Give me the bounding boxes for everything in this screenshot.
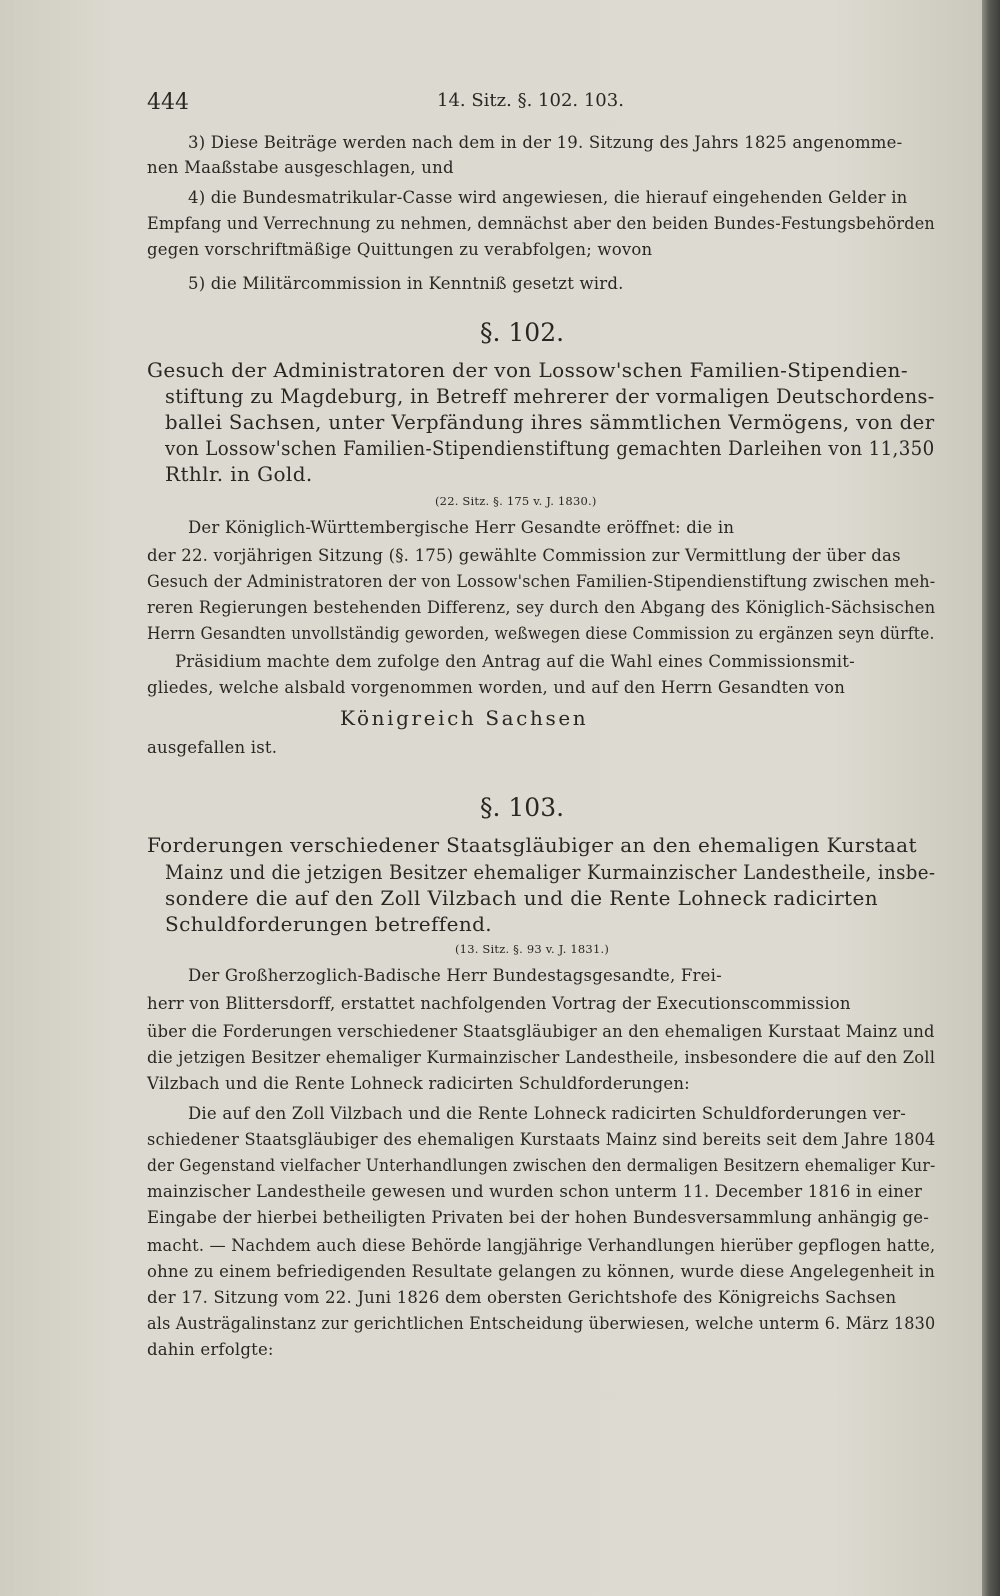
section-heading-line: ballei Sachsen, unter Verpfändung ihres sämmtlichen Vermögens, von der [165,410,935,434]
text-line: Die auf den Zoll Vilzbach und die Rente Lohneck radicirten Schuldforderungen ver- [188,1104,907,1123]
text-line: der Gegenstand vielfacher Unterhandlungen zwischen den dermaligen Besitzern ehemaliger Kur- [147,1156,936,1175]
text-line: nen Maaßstabe ausgeschlagen, und [147,158,454,177]
section-heading-line: sondere die auf den Zoll Vilzbach und die Rente Lohneck radicirten [165,886,879,910]
text-line: ohne zu einem befriedigenden Resultate gelangen zu können, wurde diese Angelegenheit in [147,1262,936,1281]
section-heading-line: Schuldforderungen betreffend. [165,912,493,936]
text-line: schiedener Staatsgläubiger des ehemaligen Kurstaats Mainz sind bereits seit dem Jahre 1804 [147,1130,936,1149]
section-heading-line: Mainz und die jetzigen Besitzer ehemaliger Kurmainzischer Landestheile, insbe- [165,860,936,884]
text-line: der 22. vorjährigen Sitzung (§. 175) gewählte Commission zur Vermittlung der über das [147,546,901,565]
section-reference: (13. Sitz. §. 93 v. J. 1831.) [455,942,610,956]
text-line: mainzischer Landestheile gewesen und wurden schon unterm 11. December 1816 in einer [147,1182,923,1201]
text-line: macht. — Nachdem auch diese Behörde langjährige Verhandlungen hierüber gepflogen hatte, [147,1236,936,1255]
text-line: 5) die Militärcommission in Kenntniß gesetzt wird. [188,274,624,293]
text-line: der 17. Sitzung vom 22. Juni 1826 dem obersten Gerichtshofe des Königreichs Sachsen [147,1288,897,1307]
page-number: 444 [147,90,189,115]
text-line: herr von Blittersdorff, erstattet nachfolgenden Vortrag der Executionscommission [147,994,851,1013]
text-line: die jetzigen Besitzer ehemaliger Kurmainzischer Landestheile, insbesondere die auf den Zoll [147,1048,936,1067]
text-line: Präsidium machte dem zufolge den Antrag auf die Wahl eines Commissionsmit- [175,652,855,671]
centered-name: Königreich Sachsen [340,706,589,730]
section-heading-line: Gesuch der Administratoren der von Lossow'schen Familien-Stipendien- [147,358,908,382]
text-line: gegen vorschriftmäßige Quittungen zu verabfolgen; wovon [147,240,653,259]
text-line: Der Großherzoglich-Badische Herr Bundestagsgesandte, Frei- [188,966,722,985]
text-line: als Austrägalinstanz zur gerichtlichen Entscheidung überwiesen, welche unterm 6. März 1830 [147,1314,936,1333]
section-reference: (22. Sitz. §. 175 v. J. 1830.) [435,494,597,508]
text-line: Eingabe der hierbei betheiligten Privaten bei der hohen Bundesversammlung anhängig ge- [147,1208,930,1227]
text-line: Der Königlich-Württembergische Herr Gesandte eröffnet: die in [188,518,735,537]
page-edge-shadow [982,0,1000,1596]
section-heading-line: stiftung zu Magdeburg, in Betreff mehrerer der vormaligen Deutschordens- [165,384,935,408]
text-line: Gesuch der Administratoren der von Lossow'schen Familien-Stipendienstiftung zwischen meh- [147,572,936,591]
text-line: 3) Diese Beiträge werden nach dem in der 19. Sitzung des Jahrs 1825 angenomme- [188,133,903,152]
text-line: reren Regierungen bestehenden Differenz, sey durch den Abgang des Königlich-Sächsischen [147,598,936,617]
section-heading-line: Rthlr. in Gold. [165,462,313,486]
running-head: 14. Sitz. §. 102. 103. [437,90,624,111]
section-title-102: §. 102. [480,318,565,347]
text-line: über die Forderungen verschiedener Staatsgläubiger an den ehemaligen Kurstaat Mainz und [147,1022,935,1041]
text-line: gliedes, welche alsbald vorgenommen worden, und auf den Herrn Gesandten von [147,678,846,697]
section-heading-line: von Lossow'schen Familien-Stipendienstiftung gemachten Darleihen von 11,350 [165,436,935,460]
text-line: Empfang und Verrechnung zu nehmen, demnächst aber den beiden Bundes-Festungsbehörden [147,214,935,233]
text-line: 4) die Bundesmatrikular-Casse wird angewiesen, die hierauf eingehenden Gelder in [188,188,908,207]
section-heading-line: Forderungen verschiedener Staatsgläubiger an den ehemaligen Kurstaat [147,833,917,857]
text-line: Herrn Gesandten unvollständig geworden, weßwegen diese Commission zu ergänzen seyn dürfte. [147,624,935,643]
text-line: ausgefallen ist. [147,738,278,757]
text-line: Vilzbach und die Rente Lohneck radicirten Schuldforderungen: [147,1074,690,1093]
text-line: dahin erfolgte: [147,1340,274,1359]
section-title-103: §. 103. [480,793,565,822]
